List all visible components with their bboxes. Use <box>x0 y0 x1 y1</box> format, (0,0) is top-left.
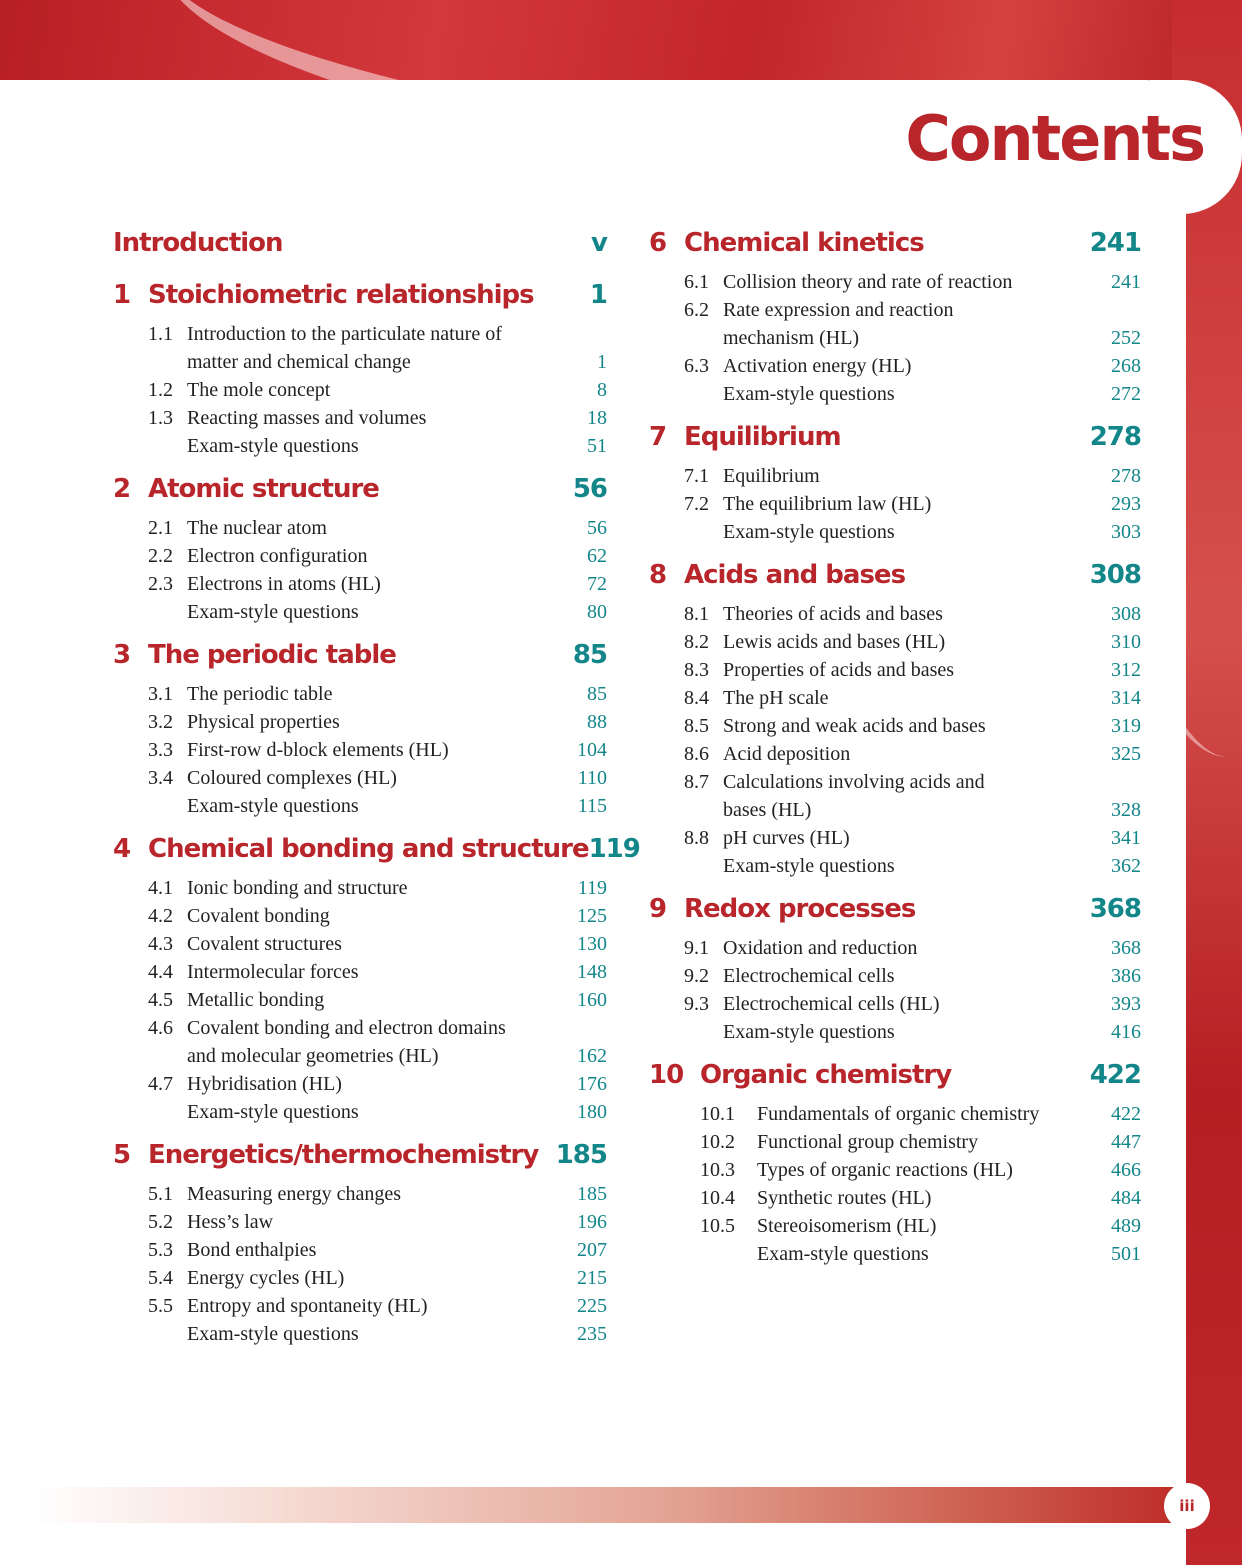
section-list <box>113 1180 607 1348</box>
chapter-heading[interactable] <box>649 894 1141 932</box>
section-number: 5.4 <box>148 1267 173 1289</box>
section-list <box>113 514 607 626</box>
section-page: 196 <box>577 1211 607 1233</box>
section-entry[interactable] <box>113 320 607 348</box>
section-entry[interactable] <box>649 268 1141 296</box>
section-title: Introduction to the particulate nature of <box>187 323 502 345</box>
section-title: Covalent bonding and electron domains <box>187 1017 506 1039</box>
section-page: 160 <box>577 989 607 1011</box>
section-entry[interactable] <box>113 1208 607 1236</box>
chapter-entry <box>113 834 640 1126</box>
section-title: Exam-style questions <box>187 1101 359 1123</box>
chapter-entry <box>649 560 1141 880</box>
section-page: 386 <box>1111 965 1141 987</box>
section-page: 104 <box>577 739 607 761</box>
section-page: 308 <box>1111 603 1141 625</box>
chapter-entry <box>649 894 1141 1046</box>
chapter-title: Redox processes <box>684 894 916 924</box>
section-page: 362 <box>1111 855 1141 877</box>
section-page: 328 <box>1111 799 1141 821</box>
section-title: The periodic table <box>187 683 333 705</box>
section-entry[interactable] <box>113 736 607 764</box>
section-entry[interactable] <box>113 1014 607 1042</box>
section-number: 9.1 <box>684 937 709 959</box>
section-title: Properties of acids and bases <box>723 659 955 681</box>
section-title: Collision theory and rate of reaction <box>723 271 1013 293</box>
section-entry[interactable] <box>113 598 607 626</box>
section-number: 5.2 <box>148 1211 173 1233</box>
chapter-entry <box>113 640 607 820</box>
section-page: 293 <box>1111 493 1141 515</box>
section-entry[interactable] <box>649 518 1141 546</box>
section-number: 6.1 <box>684 271 709 293</box>
chapter-heading[interactable] <box>649 1060 1141 1098</box>
section-list <box>113 874 607 1126</box>
section-title: Exam-style questions <box>187 1323 359 1345</box>
section-title: bases (HL) <box>723 799 812 821</box>
section-number: 4.5 <box>148 989 173 1011</box>
section-number: 1.2 <box>148 379 173 401</box>
section-title: Exam-style questions <box>723 521 895 543</box>
section-entry[interactable] <box>649 934 1141 962</box>
section-entry[interactable] <box>649 1100 1141 1128</box>
section-page: 368 <box>1111 937 1141 959</box>
section-entry[interactable] <box>649 1128 1141 1156</box>
section-number: 3.3 <box>148 739 173 761</box>
chapter-entry <box>113 474 607 626</box>
chapter-entry <box>649 228 1141 408</box>
section-entry[interactable] <box>113 514 607 542</box>
section-title: Electrons in atoms (HL) <box>187 573 381 595</box>
chapter-number: 1 <box>113 280 131 310</box>
section-page: 18 <box>587 407 607 429</box>
chapter-heading[interactable] <box>113 1140 607 1178</box>
chapter-page: 1 <box>589 280 607 310</box>
section-page: 416 <box>1111 1021 1141 1043</box>
section-number: 6.3 <box>684 355 709 377</box>
section-title: Synthetic routes (HL) <box>757 1187 932 1209</box>
section-entry[interactable] <box>113 874 607 902</box>
section-page: 88 <box>587 711 607 733</box>
section-number: 7.2 <box>684 493 709 515</box>
section-entry[interactable] <box>649 768 1141 796</box>
section-number: 3.1 <box>148 683 173 705</box>
chapter-title: Stoichiometric relationships <box>148 280 534 310</box>
section-entry[interactable] <box>113 1042 607 1070</box>
section-title: Exam-style questions <box>187 435 359 457</box>
section-title: Coloured complexes (HL) <box>187 767 397 789</box>
section-number: 8.4 <box>684 687 709 709</box>
section-title: Hess’s law <box>187 1211 274 1233</box>
section-title: Ionic bonding and structure <box>187 877 408 899</box>
section-page: 314 <box>1111 687 1141 709</box>
section-number: 2.1 <box>148 517 173 539</box>
section-title: Covalent bonding <box>187 905 330 927</box>
section-title: Strong and weak acids and bases <box>723 715 986 737</box>
chapter-title: Energetics/thermochemistry <box>148 1140 539 1170</box>
section-number: 8.6 <box>684 743 709 765</box>
section-entry[interactable] <box>113 1292 607 1320</box>
chapter-title: Introduction <box>113 228 283 258</box>
section-number: 3.2 <box>148 711 173 733</box>
section-page: 225 <box>577 1295 607 1317</box>
section-entry[interactable] <box>113 1070 607 1098</box>
section-entry[interactable] <box>649 490 1141 518</box>
section-entry[interactable] <box>649 1212 1141 1240</box>
section-entry[interactable] <box>113 376 607 404</box>
chapter-page: 241 <box>1089 228 1141 258</box>
section-number: 9.2 <box>684 965 709 987</box>
section-title: Intermolecular forces <box>187 961 359 983</box>
chapter-number: 6 <box>649 228 667 258</box>
section-number: 10.3 <box>700 1159 735 1181</box>
section-entry[interactable] <box>649 628 1141 656</box>
section-entry[interactable] <box>649 296 1141 324</box>
chapter-number: 10 <box>649 1060 684 1090</box>
section-number: 2.3 <box>148 573 173 595</box>
chapter-heading[interactable] <box>113 228 607 266</box>
section-page: 278 <box>1111 465 1141 487</box>
section-title: Physical properties <box>187 711 340 733</box>
section-entry[interactable] <box>113 1320 607 1348</box>
section-entry[interactable] <box>649 352 1141 380</box>
section-page: 62 <box>587 545 607 567</box>
section-title: pH curves (HL) <box>723 827 850 849</box>
section-title: Electron configuration <box>187 545 368 567</box>
section-page: 501 <box>1111 1243 1141 1265</box>
chapter-number: 2 <box>113 474 131 504</box>
footer-bar <box>30 1487 1186 1523</box>
section-page: 119 <box>577 877 607 899</box>
section-page: 215 <box>577 1267 607 1289</box>
section-page: 422 <box>1111 1103 1141 1125</box>
chapter-title: Equilibrium <box>684 422 841 452</box>
section-page: 252 <box>1111 327 1141 349</box>
chapter-heading[interactable] <box>649 560 1141 598</box>
section-title: The nuclear atom <box>187 517 327 539</box>
section-entry[interactable] <box>113 930 607 958</box>
section-page: 241 <box>1111 271 1141 293</box>
chapter-heading[interactable] <box>113 640 607 678</box>
section-page: 85 <box>587 683 607 705</box>
page-title: Contents <box>905 102 1204 175</box>
chapter-page: 368 <box>1089 894 1141 924</box>
section-title: Hybridisation (HL) <box>187 1073 342 1095</box>
section-page: 110 <box>577 767 607 789</box>
chapter-entry <box>113 1140 607 1348</box>
section-entry[interactable] <box>649 380 1141 408</box>
section-title: Theories of acids and bases <box>723 603 943 625</box>
section-title: The mole concept <box>187 379 331 401</box>
section-title: Oxidation and reduction <box>723 937 918 959</box>
section-page: 1 <box>597 351 607 373</box>
section-title: Exam-style questions <box>187 795 359 817</box>
section-title: Measuring energy changes <box>187 1183 402 1205</box>
section-title: Reacting masses and volumes <box>187 407 427 429</box>
section-title: Covalent structures <box>187 933 342 955</box>
chapter-heading[interactable] <box>649 422 1141 460</box>
section-entry[interactable] <box>113 680 607 708</box>
section-page: 180 <box>577 1101 607 1123</box>
section-title: Lewis acids and bases (HL) <box>723 631 946 653</box>
chapter-title: Organic chemistry <box>700 1060 952 1090</box>
section-title: Calculations involving acids and <box>723 771 985 793</box>
section-number: 1.1 <box>148 323 173 345</box>
section-number: 8.7 <box>684 771 709 793</box>
section-title: Electrochemical cells <box>723 965 895 987</box>
section-title: Exam-style questions <box>757 1243 929 1265</box>
section-number: 1.3 <box>148 407 173 429</box>
chapter-title: Chemical bonding and structure <box>148 834 589 864</box>
section-list <box>649 462 1141 546</box>
section-number: 4.7 <box>148 1073 173 1095</box>
section-page: 325 <box>1111 743 1141 765</box>
section-title: First-row d-block elements (HL) <box>187 739 449 761</box>
page-number: iii <box>1164 1483 1210 1529</box>
section-entry[interactable] <box>113 542 607 570</box>
section-title: The pH scale <box>723 687 829 709</box>
section-number: 4.4 <box>148 961 173 983</box>
section-title: Bond enthalpies <box>187 1239 317 1261</box>
section-page: 312 <box>1111 659 1141 681</box>
section-entry[interactable] <box>113 986 607 1014</box>
section-entry[interactable] <box>113 792 607 820</box>
chapter-entry <box>649 1060 1141 1268</box>
section-title: and molecular geometries (HL) <box>187 1045 439 1067</box>
section-title: Acid deposition <box>723 743 851 765</box>
section-number: 4.2 <box>148 905 173 927</box>
section-page: 484 <box>1111 1187 1141 1209</box>
section-entry[interactable] <box>649 1018 1141 1046</box>
chapter-number: 9 <box>649 894 667 924</box>
section-entry[interactable] <box>649 1156 1141 1184</box>
section-entry[interactable] <box>649 324 1141 352</box>
section-number: 10.1 <box>700 1103 735 1125</box>
chapter-page: 278 <box>1089 422 1141 452</box>
section-entry[interactable] <box>113 570 607 598</box>
section-entry[interactable] <box>649 990 1141 1018</box>
section-number: 4.1 <box>148 877 173 899</box>
section-title: Energy cycles (HL) <box>187 1267 345 1289</box>
contents-column-right <box>649 228 1141 1282</box>
section-title: Metallic bonding <box>187 989 325 1011</box>
section-title: Equilibrium <box>723 465 820 487</box>
section-page: 8 <box>597 379 607 401</box>
section-entry[interactable] <box>649 1184 1141 1212</box>
section-title: matter and chemical change <box>187 351 411 373</box>
section-entry[interactable] <box>649 852 1141 880</box>
section-number: 9.3 <box>684 993 709 1015</box>
chapter-number: 4 <box>113 834 131 864</box>
section-entry[interactable] <box>113 1098 607 1126</box>
chapter-entry <box>113 280 607 460</box>
contents-column-left <box>113 228 640 1362</box>
section-page: 466 <box>1111 1159 1141 1181</box>
section-title: The equilibrium law (HL) <box>723 493 932 515</box>
section-entry[interactable] <box>649 684 1141 712</box>
section-entry[interactable] <box>113 1180 607 1208</box>
section-page: 80 <box>587 601 607 623</box>
section-page: 310 <box>1111 631 1141 653</box>
section-entry[interactable] <box>649 1240 1141 1268</box>
chapter-title: The periodic table <box>148 640 396 670</box>
chapter-entry <box>113 228 607 266</box>
section-title: Exam-style questions <box>723 855 895 877</box>
chapter-title: Atomic structure <box>148 474 379 504</box>
section-number: 10.4 <box>700 1187 735 1209</box>
chapter-title: Acids and bases <box>684 560 906 590</box>
chapter-number: 7 <box>649 422 667 452</box>
section-list <box>649 268 1141 408</box>
section-page: 176 <box>577 1073 607 1095</box>
section-entry[interactable] <box>113 1236 607 1264</box>
section-entry[interactable] <box>113 348 607 376</box>
section-entry[interactable] <box>113 1264 607 1292</box>
section-list <box>113 680 607 820</box>
section-entry[interactable] <box>649 656 1141 684</box>
section-title: Functional group chemistry <box>757 1131 979 1153</box>
section-title: Stereoisomerism (HL) <box>757 1215 937 1237</box>
chapter-page: v <box>591 228 607 258</box>
chapter-heading[interactable] <box>113 834 640 872</box>
section-entry[interactable] <box>113 902 607 930</box>
section-number: 3.4 <box>148 767 173 789</box>
section-title: Rate expression and reaction <box>723 299 954 321</box>
section-list <box>649 600 1141 880</box>
section-entry[interactable] <box>113 708 607 736</box>
section-entry[interactable] <box>649 600 1141 628</box>
section-entry[interactable] <box>649 962 1141 990</box>
section-title: Types of organic reactions (HL) <box>757 1159 1013 1181</box>
section-page: 319 <box>1111 715 1141 737</box>
section-number: 8.5 <box>684 715 709 737</box>
section-title: Electrochemical cells (HL) <box>723 993 940 1015</box>
chapter-heading[interactable] <box>649 228 1141 266</box>
section-page: 162 <box>577 1045 607 1067</box>
section-page: 489 <box>1111 1215 1141 1237</box>
chapter-number: 5 <box>113 1140 131 1170</box>
section-page: 56 <box>587 517 607 539</box>
chapter-entry <box>649 422 1141 546</box>
section-list <box>113 320 607 460</box>
section-number: 8.1 <box>684 603 709 625</box>
chapter-page: 422 <box>1089 1060 1141 1090</box>
section-page: 72 <box>587 573 607 595</box>
section-title: Exam-style questions <box>723 383 895 405</box>
section-page: 207 <box>577 1239 607 1261</box>
section-page: 148 <box>577 961 607 983</box>
section-page: 303 <box>1111 521 1141 543</box>
section-page: 341 <box>1111 827 1141 849</box>
section-entry[interactable] <box>113 764 607 792</box>
chapter-number: 3 <box>113 640 131 670</box>
chapter-heading[interactable] <box>113 474 607 512</box>
section-page: 115 <box>577 795 607 817</box>
section-page: 447 <box>1111 1131 1141 1153</box>
section-number: 10.5 <box>700 1215 735 1237</box>
chapter-page: 56 <box>572 474 607 504</box>
section-number: 4.6 <box>148 1017 173 1039</box>
section-page: 235 <box>577 1323 607 1345</box>
section-page: 125 <box>577 905 607 927</box>
section-title: mechanism (HL) <box>723 327 860 349</box>
section-number: 4.3 <box>148 933 173 955</box>
section-number: 5.3 <box>148 1239 173 1261</box>
chapter-page: 85 <box>572 640 607 670</box>
section-entry[interactable] <box>649 796 1141 824</box>
section-number: 7.1 <box>684 465 709 487</box>
section-list <box>649 1100 1141 1268</box>
section-entry[interactable] <box>649 824 1141 852</box>
section-number: 5.5 <box>148 1295 173 1317</box>
chapter-title: Chemical kinetics <box>684 228 924 258</box>
section-title: Exam-style questions <box>723 1021 895 1043</box>
section-number: 2.2 <box>148 545 173 567</box>
section-number: 5.1 <box>148 1183 173 1205</box>
section-title: Exam-style questions <box>187 601 359 623</box>
section-page: 51 <box>587 435 607 457</box>
section-entry[interactable] <box>649 462 1141 490</box>
section-title: Activation energy (HL) <box>723 355 912 377</box>
section-entry[interactable] <box>113 404 607 432</box>
section-title: Fundamentals of organic chemistry <box>757 1103 1040 1125</box>
section-list <box>649 934 1141 1046</box>
section-page: 268 <box>1111 355 1141 377</box>
chapter-page: 185 <box>555 1140 607 1170</box>
section-entry[interactable] <box>113 432 607 460</box>
section-number: 6.2 <box>684 299 709 321</box>
section-page: 393 <box>1111 993 1141 1015</box>
section-entry[interactable] <box>113 958 607 986</box>
section-number: 8.2 <box>684 631 709 653</box>
section-page: 130 <box>577 933 607 955</box>
chapter-number: 8 <box>649 560 667 590</box>
section-page: 185 <box>577 1183 607 1205</box>
section-number: 8.8 <box>684 827 709 849</box>
section-title: Entropy and spontaneity (HL) <box>187 1295 428 1317</box>
section-entry[interactable] <box>649 712 1141 740</box>
section-page: 272 <box>1111 383 1141 405</box>
section-entry[interactable] <box>649 740 1141 768</box>
chapter-heading[interactable] <box>113 280 607 318</box>
chapter-page: 308 <box>1089 560 1141 590</box>
chapter-page: 119 <box>588 834 640 864</box>
section-number: 8.3 <box>684 659 709 681</box>
section-number: 10.2 <box>700 1131 735 1153</box>
